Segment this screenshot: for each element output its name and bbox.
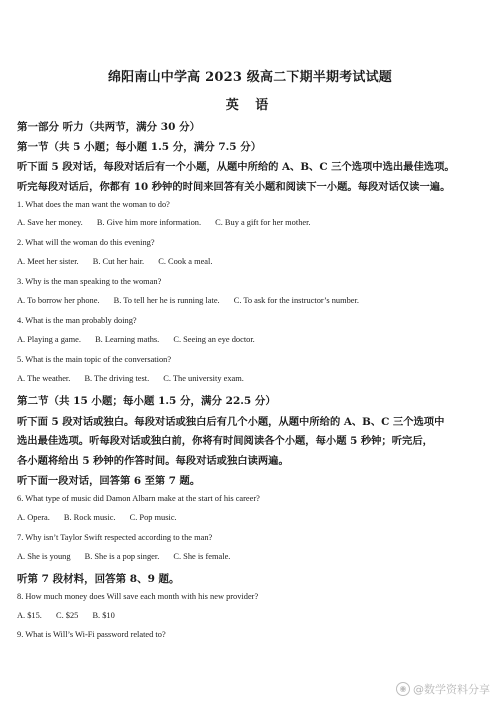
question-options <box>17 218 323 227</box>
question-stem: 2. What will the woman do this evening? <box>17 238 155 247</box>
option: B. She is a pop singer. <box>84 552 160 561</box>
option: C. $25 <box>56 611 79 620</box>
question-stem: 7. Why isn’t Taylor Swift respected according to the man? <box>17 533 213 542</box>
question-options <box>17 335 267 344</box>
option: C. The university exam. <box>163 374 244 383</box>
question-options <box>17 513 189 522</box>
camera-icon: ◉ <box>396 682 410 696</box>
option: B. $10 <box>92 611 115 620</box>
option: B. Rock music. <box>63 513 116 522</box>
option: C. Cook a meal. <box>158 257 213 266</box>
question-stem: 6. What type of music did Damon Albarn make at the start of his career? <box>17 494 260 503</box>
option: A. Meet her sister. <box>17 257 79 266</box>
section1-instruction-line: 听下面 5 段对话，每段对话后有一个小题，从题中所给的 A、B、C 三个选项中选出最佳选项。 <box>17 161 455 173</box>
question-options <box>17 374 256 383</box>
subject-title: 英 语 <box>225 98 275 113</box>
group-heading: 听第 7 段材料，回答第 8、9 题。 <box>17 573 180 585</box>
section2-instruction-line: 选出最佳选项。听每段对话或独白前，你将有时间阅读各个小题，每小题 5 秒钟；听完后， <box>17 435 433 447</box>
option: C. Seeing an eye doctor. <box>173 335 255 344</box>
question-options <box>17 296 371 305</box>
question-stem: 9. What is Will’s Wi-Fi password related to? <box>17 630 166 639</box>
question-stem: 3. Why is the man speaking to the woman? <box>17 277 162 286</box>
watermark <box>396 681 490 697</box>
option: A. To borrow her phone. <box>17 296 100 305</box>
option: A. Save her money. <box>17 218 83 227</box>
section2-instruction-line: 听下面 5 段对话或独白。每段对话或独白后有几个小题，从题中所给的 A、B、C 三个选项中 <box>17 416 445 428</box>
option: A. She is young <box>17 552 71 561</box>
option: B. Give him more information. <box>96 218 202 227</box>
option: C. She is female. <box>173 552 231 561</box>
question-options <box>17 257 224 266</box>
watermark-text: @数学资料分享 <box>413 683 490 696</box>
exam-title: 绵阳南山中学高 2023 级高二下期半期考试试题 <box>107 70 393 85</box>
section1-instruction-line: 听完每段对话后，你都有 10 秒钟的时间来回答有关小题和阅读下一小题。每段对话仅读一遍。 <box>17 181 451 193</box>
section2-instruction-line: 各小题将给出 5 秒钟的作答时间。每段对话或独白读两遍。 <box>17 455 289 467</box>
group-heading: 听下面一段对话，回答第 6 至第 7 题。 <box>17 475 201 487</box>
question-options <box>17 611 127 620</box>
question-stem: 5. What is the main topic of the conversation? <box>17 355 172 364</box>
option: C. Pop music. <box>129 513 177 522</box>
section1-heading: 第一节（共 5 小题；每小题 1.5 分，满分 7.5 分） <box>17 141 262 153</box>
option: C. Buy a gift for her mother. <box>215 218 311 227</box>
option: A. $15. <box>17 611 42 620</box>
section2-heading: 第二节（共 15 小题；每小题 1.5 分，满分 22.5 分） <box>17 395 276 407</box>
option: A. Playing a game. <box>17 335 81 344</box>
option: B. Learning maths. <box>95 335 160 344</box>
question-stem: 4. What is the man probably doing? <box>17 316 137 325</box>
option: B. The driving test. <box>84 374 150 383</box>
part1-heading: 第一部分 听力（共两节，满分 30 分） <box>17 121 201 133</box>
option: B. To tell her he is running late. <box>113 296 220 305</box>
option: C. To ask for the instructor’s number. <box>233 296 359 305</box>
option: B. Cut her hair. <box>92 257 145 266</box>
option: A. Opera. <box>17 513 50 522</box>
option: A. The weather. <box>17 374 71 383</box>
question-stem: 1. What does the man want the woman to do? <box>17 200 170 209</box>
question-options <box>17 552 242 561</box>
question-stem: 8. How much money does Will save each month with his new provider? <box>17 592 259 601</box>
